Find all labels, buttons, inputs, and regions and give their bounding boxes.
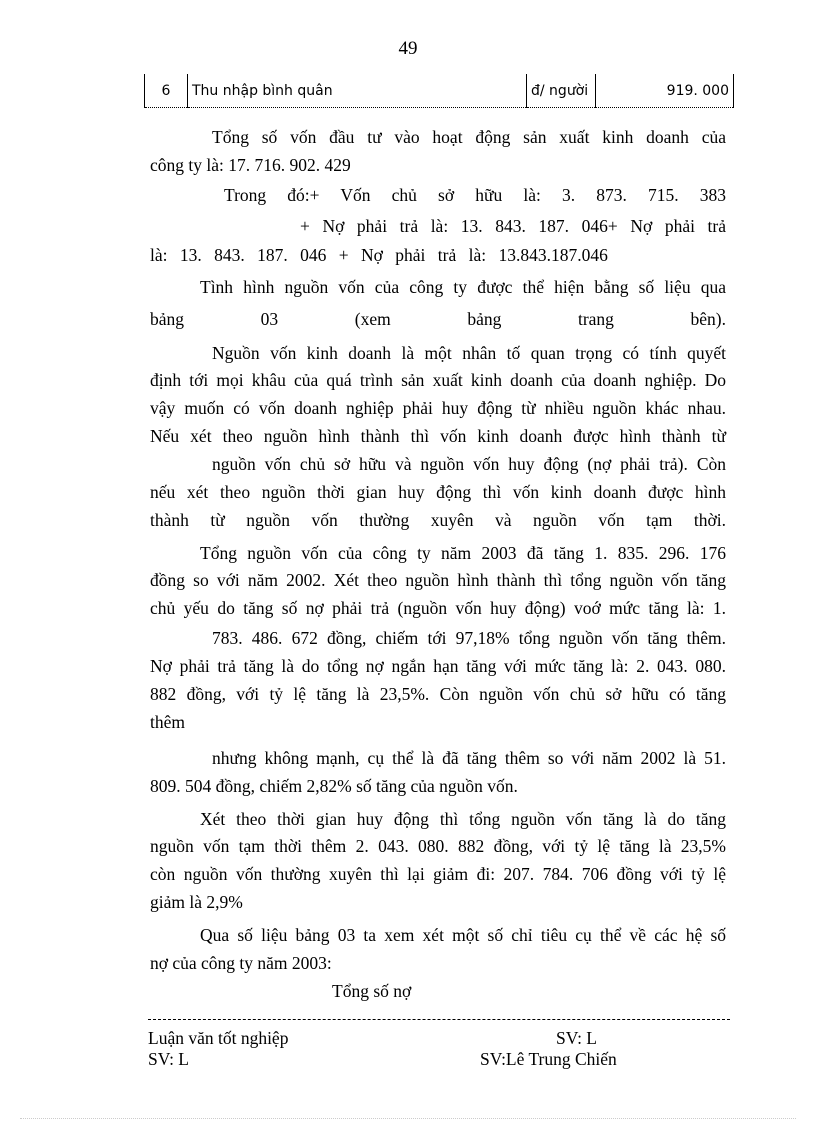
body-line: công ty là: 17. 716. 902. 429 (150, 155, 351, 175)
body-line: là: 13. 843. 187. 046 + Nợ phải trả là: 13.843.187.046 (150, 245, 608, 265)
body-line: đồng so với năm 2002. Xét theo nguồn hình thành thì tổng nguồn vốn tăng (150, 570, 726, 590)
table-row (145, 74, 734, 108)
body-line: Nguồn vốn kinh doanh là một nhân tố quan trọng có tính quyết (212, 343, 726, 363)
body-line: định tới mọi khâu của quá trình sản xuất kinh doanh của doanh nghiệp. Do (150, 370, 726, 390)
body-line: còn nguồn vốn thường xuyên thì lại giảm đi: 207. 784. 706 đồng với tỷ lệ (150, 864, 726, 884)
body-line: Nếu xét theo nguồn hình thành thì vốn kinh doanh được hình thành từ (150, 426, 726, 446)
page-edge-dots (20, 1118, 796, 1119)
page-number: 49 (398, 38, 418, 59)
body-line: chủ yếu do tăng số nợ phải trả (nguồn vốn huy động) voớ mức tăng là: 1. (150, 598, 726, 618)
row-value: 919. 000 (596, 74, 734, 108)
body-line: 809. 504 đồng, chiếm 2,82% số tăng của nguồn vốn. (150, 776, 518, 796)
body-line: thêm (150, 712, 185, 732)
row-index: 6 (145, 74, 188, 108)
body-line: bảng 03 (xem bảng trang bên). (150, 309, 726, 329)
body-line: nguồn vốn tạm thời thêm 2. 043. 080. 882 đồng, với tỷ lệ tăng là 23,5% (150, 836, 726, 856)
footer-separator (148, 1019, 730, 1020)
body-line: 783. 486. 672 đồng, chiếm tới 97,18% tổng nguồn vốn tăng thêm. (212, 628, 726, 648)
body-line: Tổng nguồn vốn của công ty năm 2003 đã tăng 1. 835. 296. 176 (200, 543, 726, 563)
body-line: Trong đó:+ Vốn chủ sở hữu là: 3. 873. 715. 383 (224, 185, 726, 205)
body-line: vậy muốn có vốn doanh nghiệp phải huy động từ nhiều nguồn khác nhau. (150, 398, 726, 418)
body-line: nhưng không mạnh, cụ thể là đã tăng thêm so với năm 2002 là 51. (212, 748, 726, 768)
footer-right-bottom: SV:Lê Trung Chiến (480, 1049, 617, 1069)
body-line: Qua số liệu bảng 03 ta xem xét một số chỉ tiêu cụ thể về các hệ số (200, 925, 726, 945)
formula-heading: Tổng số nợ (332, 981, 412, 1001)
body-line: + Nợ phải trả là: 13. 843. 187. 046+ Nợ phải trả (300, 216, 726, 236)
body-line: 882 đồng, với tỷ lệ tăng là 23,5%. Còn nguồn vốn chủ sở hữu có tăng (150, 684, 726, 704)
row-label: Thu nhập bình quân (188, 74, 527, 108)
body-line: nếu xét theo nguồn thời gian huy động thì vốn kinh doanh được hình (150, 482, 726, 502)
body-line: nguồn vốn chủ sở hữu và nguồn vốn huy động (nợ phải trả). Còn (212, 454, 726, 474)
body-line: Tình hình nguồn vốn của công ty được thể hiện bằng số liệu qua (200, 277, 726, 297)
body-line: Xét theo thời gian huy động thì tổng nguồn vốn tăng là do tăng (200, 809, 726, 829)
footer-right-top: SV: L (556, 1028, 597, 1048)
row-unit: đ/ người (527, 74, 596, 108)
body-line: giảm là 2,9% (150, 892, 243, 912)
body-line: nợ của công ty năm 2003: (150, 953, 332, 973)
income-table (144, 74, 734, 108)
body-line: thành từ nguồn vốn thường xuyên và nguồn vốn tạm thời. (150, 510, 726, 530)
body-line: Nợ phải trả tăng là do tổng nợ ngắn hạn tăng với mức tăng là: 2. 043. 080. (150, 656, 726, 676)
footer-left-bottom: SV: L (148, 1049, 189, 1069)
body-line: Tổng số vốn đầu tư vào hoạt động sản xuất kinh doanh của (212, 127, 726, 147)
footer-left-top: Luận văn tốt nghiệp (148, 1028, 289, 1048)
